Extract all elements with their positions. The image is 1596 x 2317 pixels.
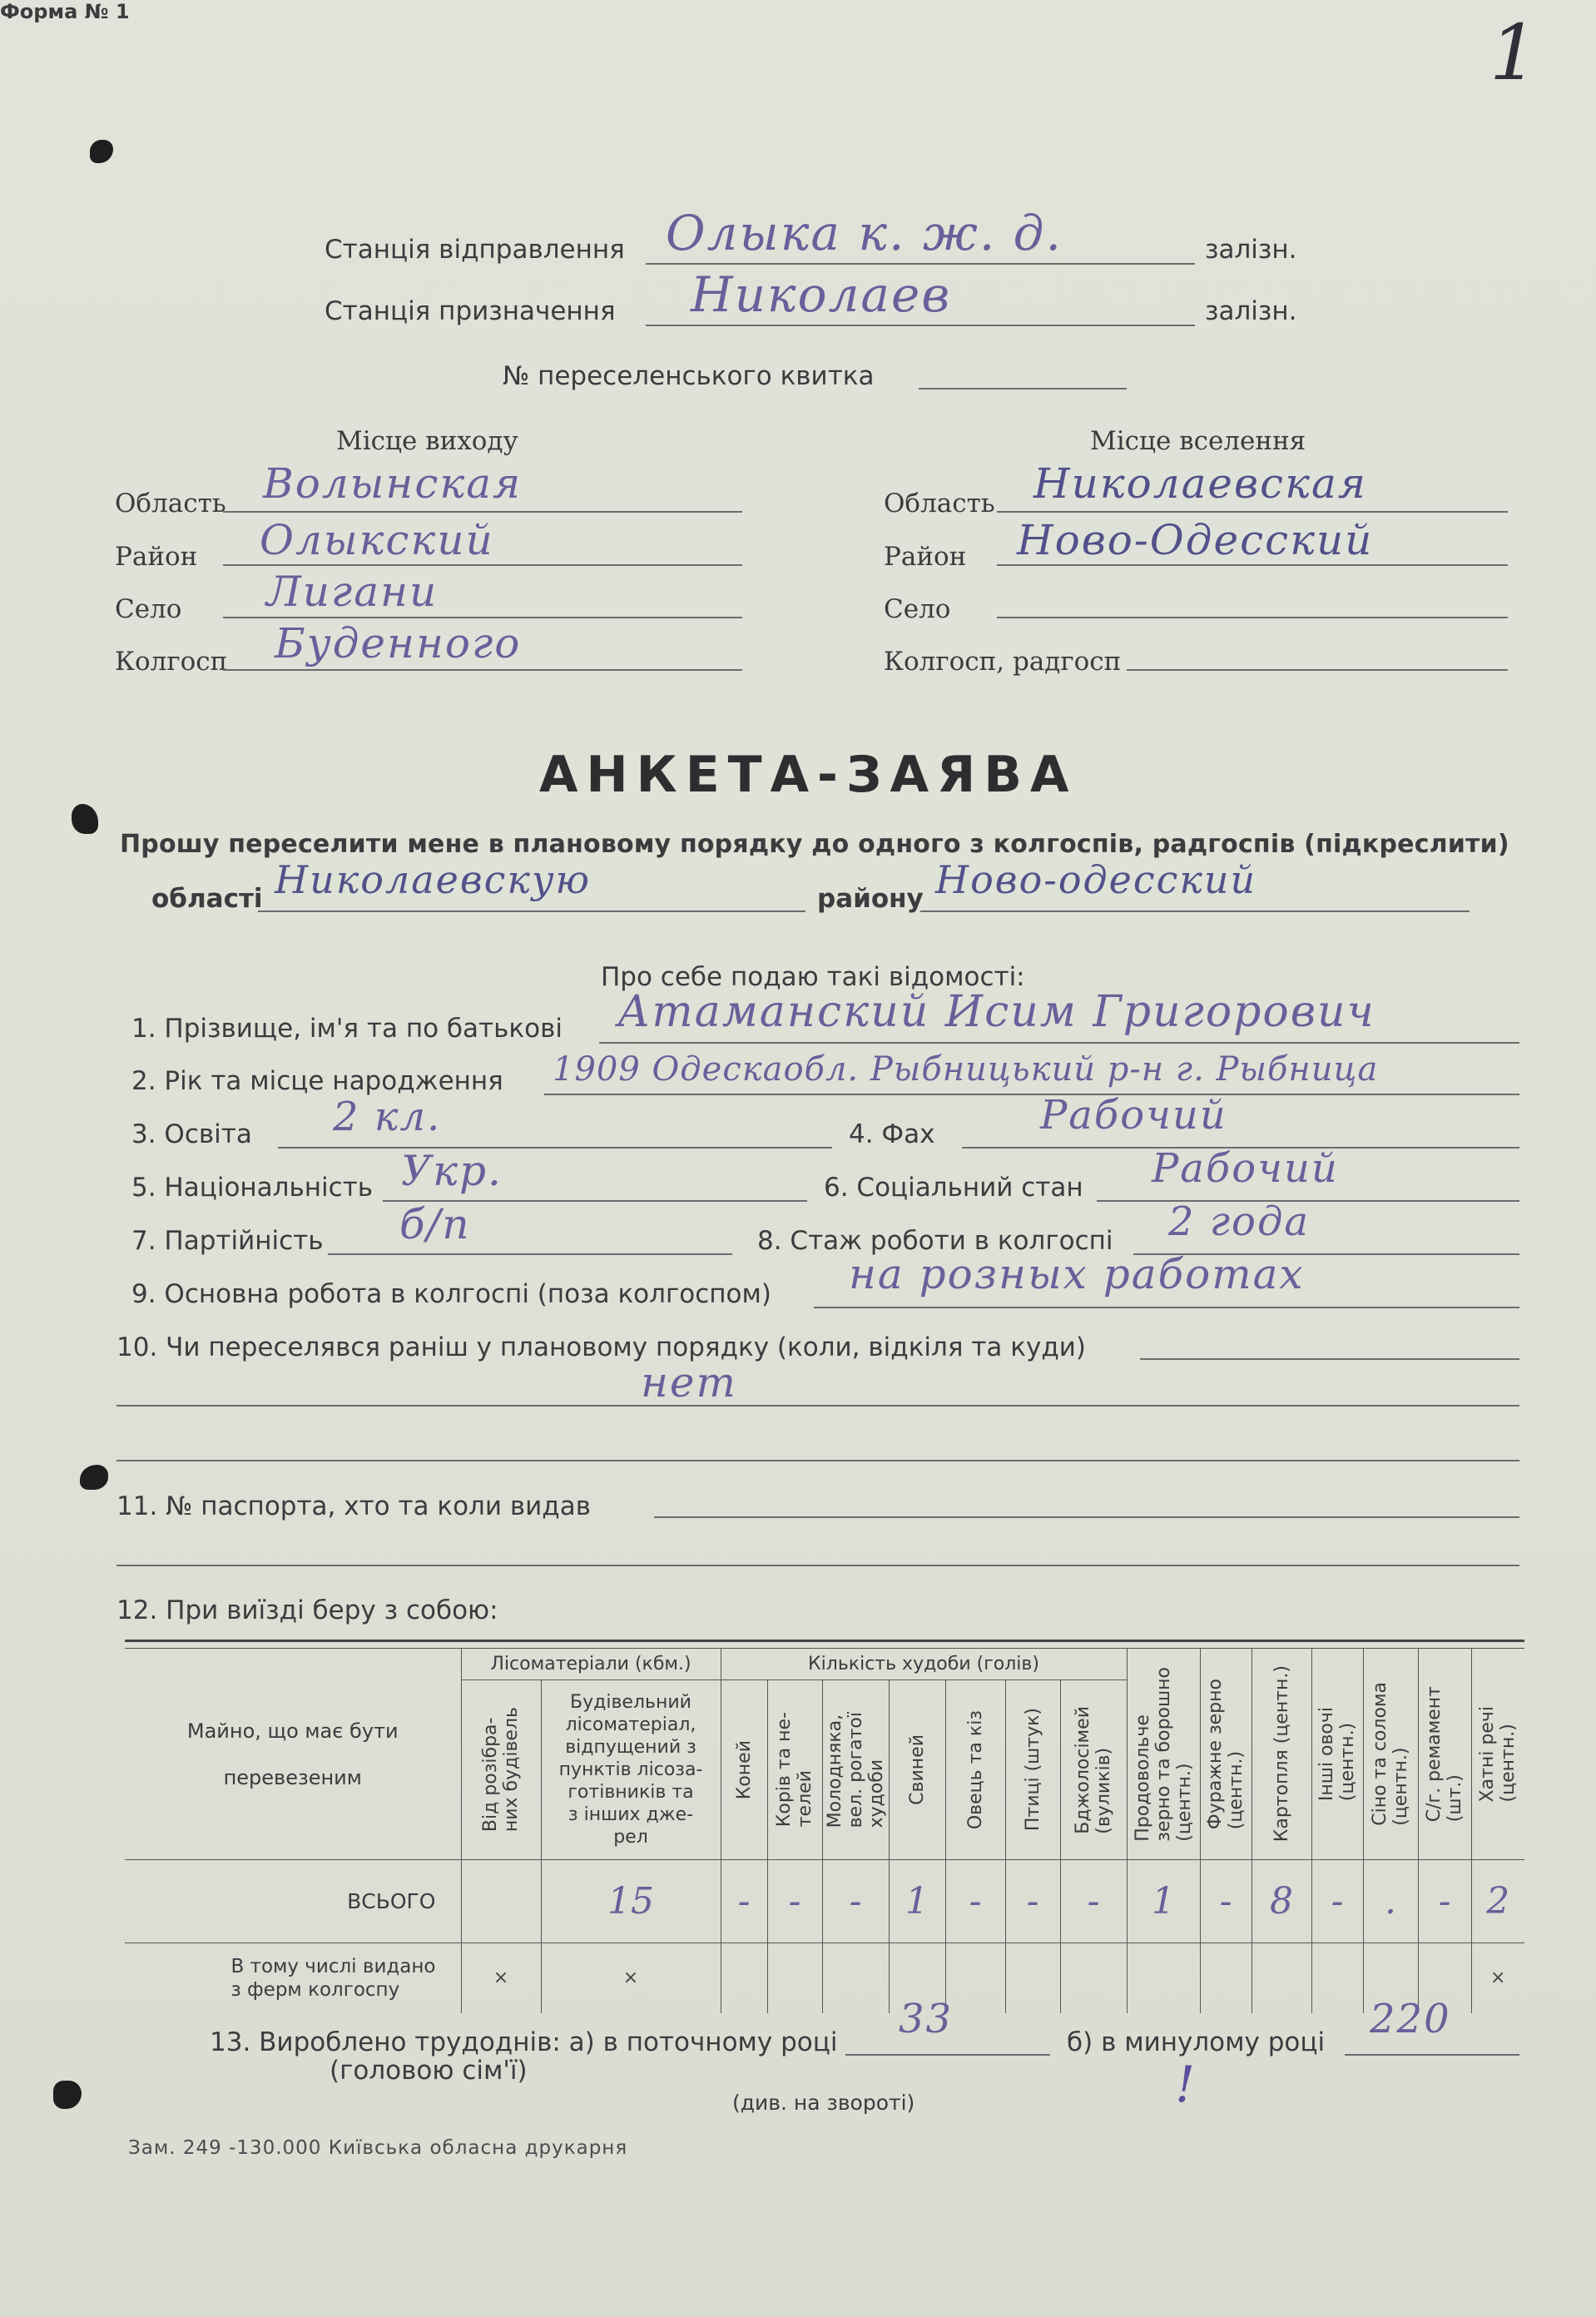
field-3-label: 3. Освіта: [131, 1119, 252, 1149]
field-5-label: 5. Національність: [131, 1173, 374, 1203]
field-8-label: 8. Стаж роботи в колгоспі: [757, 1226, 1113, 1256]
col-header-7: Овець та кіз: [964, 1709, 986, 1830]
col-header-13: Інші овочі (центн.): [1316, 1706, 1358, 1802]
request-oblast-value: Николаевскую: [275, 857, 592, 902]
field-1-label: 1. Прізвище, ім'я та по батькові: [131, 1014, 563, 1044]
dest-kolhosp-label: Колгосп, радгосп: [884, 647, 1122, 677]
col-header-16: Хатні речі (центн.): [1477, 1705, 1519, 1803]
field-10-line-b: [116, 1405, 1519, 1407]
field-9-value: на розных работах: [849, 1250, 1305, 1298]
origin-heading: Місце виходу: [336, 426, 518, 456]
total-cell-10: 1: [1152, 1880, 1175, 1923]
workdays-sub: (головою сім'ї): [330, 2056, 528, 2086]
field-11-line-a: [654, 1516, 1519, 1518]
destination-label: Станція призначення: [325, 296, 616, 326]
workdays-current-value: 33: [899, 1996, 954, 2042]
total-cell-14: .: [1385, 1880, 1396, 1923]
request-raion-value: Ново-одесский: [935, 857, 1257, 902]
field-12-label: 12. При виїзді беру з собою:: [116, 1595, 498, 1625]
property-header: Майно, що має бути перевезеним: [186, 1719, 399, 1789]
field-3-line: [278, 1147, 832, 1149]
col-header-12: Картопля (центн.): [1271, 1665, 1292, 1843]
document-title: АНКЕТА-ЗАЯВА: [539, 746, 1078, 804]
table-row-issued: [125, 1943, 1524, 2013]
col-header-3: Коней: [733, 1739, 755, 1800]
origin-selo-label: Село: [115, 594, 182, 624]
field-10-label: 10. Чи переселявся раніш у плановому порядку (коли, відкіля та куди): [116, 1332, 1086, 1362]
table-row-total: [125, 1860, 1524, 1943]
col-header-15: С/г. ремамент (шт.): [1424, 1685, 1465, 1823]
field-1-line: [599, 1042, 1519, 1044]
dest-heading: Місце вселення: [1090, 426, 1306, 456]
field-2-label: 2. Рік та місце народження: [131, 1066, 503, 1096]
belongings-table: [125, 1648, 1524, 2013]
workdays-label: 13. Вироблено трудоднів: а) в поточному році: [210, 2027, 838, 2057]
total-cell-5: -: [849, 1880, 862, 1923]
workdays-prev-value: 220: [1370, 1996, 1451, 2042]
request-raion-label: району: [817, 884, 924, 914]
total-cell-16: 2: [1486, 1880, 1510, 1923]
field-9-label: 9. Основна робота в колгоспі (поза колгоспом): [131, 1279, 771, 1309]
departure-rail-suffix: залізн.: [1205, 235, 1297, 265]
issued-cell-2: ×: [622, 1967, 639, 1989]
info-heading: Про себе подаю такі відомості:: [601, 962, 1025, 992]
origin-selo-value: Лигани: [266, 568, 439, 616]
destination-value: Николаев: [691, 266, 952, 323]
cattle-group-label: Кількість худоби (голів): [808, 1654, 1039, 1674]
col-header-9: Бджолосімей (вуликів): [1073, 1705, 1114, 1834]
total-cell-4: -: [788, 1880, 801, 1923]
issued-cell-16: ×: [1490, 1967, 1506, 1989]
total-cell-6: 1: [905, 1880, 929, 1923]
request-oblast-line: [258, 910, 805, 912]
dest-oblast-value: Николаевская: [1033, 459, 1367, 508]
col-header-2: Будівельний лісоматеріал, відпущений з пунктів лісоза- готівників та з інших дже- рел: [558, 1692, 703, 1848]
total-cell-2: 15: [607, 1880, 654, 1923]
dest-oblast-line: [997, 511, 1508, 513]
see-reverse: (див. на звороті): [732, 2091, 915, 2115]
departure-label: Станція відправлення: [325, 235, 625, 265]
field-2-line: [544, 1094, 1519, 1095]
dest-selo-line: [997, 617, 1508, 618]
total-cell-12: 8: [1270, 1880, 1293, 1923]
dest-raion-line: [997, 564, 1508, 566]
origin-raion-label: Район: [115, 542, 198, 572]
binding-hole-4: [53, 2081, 82, 2109]
total-cell-8: -: [1026, 1880, 1039, 1923]
field-9-line: [814, 1307, 1519, 1308]
binding-hole-3: [80, 1465, 108, 1490]
ticket-label: № переселенського квитка: [503, 361, 875, 391]
col-header-14: Сіно та солома (центн.): [1370, 1682, 1411, 1826]
field-6-label: 6. Соціальний стан: [824, 1173, 1083, 1203]
binding-hole-2: [72, 804, 98, 834]
field-3-value: 2 кл.: [333, 1094, 442, 1140]
origin-raion-line: [223, 564, 742, 566]
issued-cell-1: ×: [493, 1967, 509, 1989]
workdays-prev-label: б) в минулому році: [1067, 2027, 1326, 2057]
row-issued-label: В тому числі видано з ферм колгоспу: [230, 1955, 436, 2001]
origin-selo-line: [223, 617, 742, 618]
total-cell-11: -: [1219, 1880, 1232, 1923]
total-cell-7: -: [969, 1880, 982, 1923]
field-10-line-c: [116, 1460, 1519, 1461]
col-header-6: Свиней: [906, 1734, 928, 1805]
departure-value: Олыка к. ж. д.: [666, 205, 1063, 261]
field-1-value: Атаманский Исим Григорович: [617, 987, 1375, 1037]
request-raion-line: [920, 910, 1470, 912]
dest-raion-value: Ново-Одесский: [1017, 516, 1374, 564]
total-cell-15: -: [1438, 1880, 1451, 1923]
lumber-group-header: [461, 1649, 721, 1680]
ticket-line: [919, 388, 1127, 389]
origin-raion-value: Олыкский: [260, 516, 494, 564]
destination-rail-suffix: залізн.: [1205, 296, 1297, 326]
field-8-value: 2 года: [1168, 1198, 1310, 1245]
col-header-1: Від розібра- них будівель: [480, 1707, 522, 1833]
col-header-10: Продовольче зерно та борошно (центн.): [1132, 1666, 1195, 1842]
origin-kolhosp-value: Буденного: [275, 619, 522, 667]
dest-oblast-label: Область: [884, 489, 995, 518]
field-10-line-a: [1140, 1358, 1519, 1360]
total-cell-9: -: [1087, 1880, 1100, 1923]
dest-kolhosp-line: [1127, 669, 1508, 671]
origin-oblast-label: Область: [115, 489, 226, 518]
field-11-line-b: [116, 1565, 1519, 1566]
workdays-prev-line: [1345, 2054, 1519, 2056]
field-4-value: Рабочий: [1040, 1092, 1227, 1139]
cattle-group-header: [721, 1649, 1127, 1680]
field-7-label: 7. Партійність: [131, 1226, 324, 1256]
col-header-11: Фуражне зерно (центн.): [1205, 1678, 1247, 1830]
col-header-8: Птиці (штук): [1022, 1708, 1043, 1832]
field-5-value: Укр.: [401, 1147, 503, 1195]
row-total-label: ВСЬОГО: [347, 1889, 436, 1913]
origin-kolhosp-line: [223, 669, 742, 671]
col-header-5: Молодняка, вел. рогатої худоби: [824, 1711, 887, 1828]
field-4-label: 4. Фах: [849, 1119, 935, 1149]
departure-line: [646, 263, 1195, 265]
dest-raion-label: Район: [884, 542, 967, 572]
corner-number: 1: [1489, 8, 1540, 97]
origin-oblast-value: Волынская: [263, 459, 523, 508]
workdays-current-line: [845, 2054, 1050, 2056]
lumber-group-label: Лісоматеріали (кбм.): [490, 1654, 691, 1674]
field-10-value: нет: [641, 1358, 737, 1407]
request-line: Прошу переселити мене в плановому порядку до одного з колгоспів, радгоспів (підкреслити): [120, 830, 1509, 859]
field-7-line: [328, 1253, 732, 1255]
total-cell-13: -: [1331, 1880, 1344, 1923]
total-cell-3: -: [737, 1880, 751, 1923]
binding-hole-1: [90, 140, 113, 163]
form-label: Форма № 1: [0, 0, 130, 23]
margin-mark: !: [1175, 2056, 1197, 2114]
request-oblast-label: області: [151, 884, 263, 914]
origin-oblast-line: [223, 511, 742, 513]
field-2-value: 1909 Одескаобл. Рыбницький р-н г. Рыбница: [553, 1050, 1379, 1089]
col-header-4: Корів та не- телей: [774, 1712, 815, 1828]
field-6-value: Рабочий: [1152, 1145, 1339, 1192]
field-11-label: 11. № паспорта, хто та коли видав: [116, 1491, 591, 1521]
field-7-value: б/п: [399, 1200, 471, 1248]
printer-note: Зам. 249 -130.000 Київська обласна друкарня: [128, 2137, 628, 2159]
dest-selo-label: Село: [884, 594, 951, 624]
table-top-rule: [125, 1640, 1524, 1642]
property-header-cell: [125, 1649, 461, 1860]
origin-kolhosp-label: Колгосп: [115, 647, 228, 677]
destination-line: [646, 325, 1195, 326]
